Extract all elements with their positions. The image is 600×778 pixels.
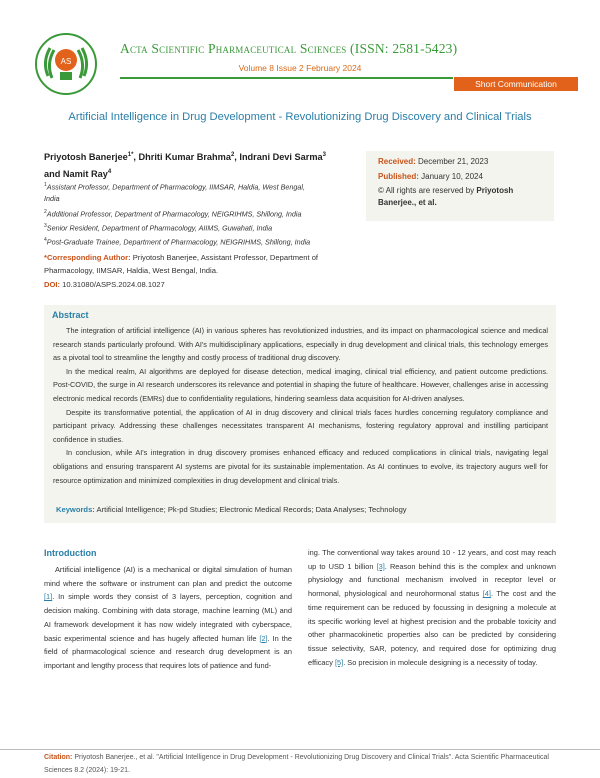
affiliation-text: Post-Graduate Trainee, Department of Pharmacology, NEIGRIHMS, Shillong, India — [46, 237, 311, 247]
body-paragraph — [308, 546, 556, 669]
body-paragraph — [44, 563, 292, 673]
doi-link[interactable]: 10.31080/ASPS.2024.08.1027 — [60, 280, 165, 289]
corresponding-text: Priyotosh Banerjee, Assistant Professor, Department of Pharmacology, IIMSAR, Haldia, West Bengal, India. — [44, 253, 319, 276]
body-text: Artificial intelligence (AI) is a mechanical or digital simulation of human mind where the software or instrument can plan and predict the outcome — [44, 565, 292, 588]
body-text: ing. The conventional way takes around 10 - 12 years, and cost may reach up to USD 1 billion — [308, 548, 556, 571]
corresponding-author — [44, 251, 364, 277]
author-name: , Indrani Devi Sarma — [234, 152, 323, 163]
article-type-badge: Short Communication — [454, 77, 578, 91]
body-text: . Reason behind this is the complex and unknown physiology and functional mechanism involved in receptor level or hormonal, physiological and neurohormonal status — [308, 561, 556, 599]
author-sup: 4 — [107, 169, 112, 176]
citation-label: Citation: — [44, 754, 73, 761]
affiliation — [44, 206, 374, 221]
author-sup: 2 — [230, 152, 235, 158]
affiliation-num: 1 — [44, 182, 47, 188]
doi — [44, 280, 364, 289]
reference-link[interactable]: [4] — [482, 589, 491, 599]
author-name: , Dhriti Kumar Brahma — [133, 152, 231, 163]
affiliation-num: 3 — [44, 223, 47, 229]
citation — [44, 752, 564, 777]
corresponding-label: *Corresponding Author: — [44, 253, 131, 262]
abstract-paragraph: Despite its transformative potential, the application of AI in drug discovery and clinical trials faces hurdles concerning regulatory compliance and participant privacy. Addressing these challenges necessitates transparent AI mechanisms, fostering regulatory approval and instilling participant confidence in studies. — [53, 407, 548, 444]
received-label: Received: — [378, 157, 416, 166]
author-name: and Namit Ray — [44, 169, 108, 180]
keywords-label: Keywords: — [56, 505, 95, 514]
copyright-text: © All rights are reserved by — [378, 186, 477, 195]
affiliation — [44, 192, 374, 205]
body-text: . In the field of pharmacological science and research drug development is an important and lengthy process that requires lots of patience and fund- — [44, 633, 292, 670]
reference-link[interactable]: [3] — [376, 561, 385, 571]
affiliation-text: Assistant Professor, Department of Pharmacology, IIMSAR, Haldia, West Bengal, — [46, 182, 305, 192]
abstract-box — [44, 305, 556, 523]
copyright-notice — [378, 185, 548, 209]
published-label: Published: — [378, 172, 419, 181]
doi-label: DOI: — [44, 280, 61, 289]
abstract-paragraph: The integration of artificial intelligence (AI) in various spheres has revolutionized industries, and its impact on pharmacological science and medical research stands particularly profound. With AI's multidisciplinary applications, especially in drug development and clinical trials, this technology emerges as a pivotal tool to streamline the lengthy and costly process of traditional drug discovery. — [53, 326, 548, 363]
reference-link[interactable]: [2] — [259, 633, 268, 643]
received-date — [378, 156, 548, 168]
abstract-paragraph: In conclusion, while AI's integration in drug discovery promises enhanced efficacy and reduced complications in clinical trials, navigating legal obligations and ensuring transparent AI systems are pivotal for its sustainable implementation. As AI continues to evolve, its trajectory augurs well for resource optimization and minimized complexities in drug development and clinical trials. — [53, 448, 548, 485]
reference-link[interactable]: [1] — [44, 592, 53, 602]
citation-text: Priyotosh Banerjee., et al. "Artificial Intelligence in Drug Development - Revolutionizing Drug Discovery and Clinical Trials". Acta Scientific Pharmaceutical Sciences 8.2 (2024): 19-21. — [44, 754, 549, 774]
keywords — [56, 505, 546, 514]
svg-text:AS: AS — [60, 57, 72, 66]
author-name: Priyotosh Banerjee — [44, 152, 128, 163]
affiliation-num: 2 — [44, 209, 47, 215]
body-text: . In simple words they consist of 3 layers, perception, cognition and decision making. Combining with data storage, machine learning (ML) and AI framework development it has now widely integrated with cyberspace, basic experimental science and has hugely affected human life — [44, 592, 292, 643]
affiliation — [44, 220, 374, 235]
received-value: December 21, 2023 — [415, 157, 489, 166]
issue-info: Volume 8 Issue 2 February 2024 — [238, 63, 362, 73]
affiliation-text: Additional Professor, Department of Pharmacology, NEIGRIHMS, Shillong, India — [46, 209, 302, 219]
published-date — [378, 171, 548, 183]
author-sup: 3 — [322, 152, 326, 158]
introduction-right-column — [308, 546, 556, 669]
author-list — [44, 148, 354, 182]
affiliation-text: Senior Resident, Department of Pharmacology, AIIMS, Guwahati, India — [46, 223, 273, 233]
affiliation-num: 4 — [44, 237, 47, 243]
affiliation — [44, 234, 374, 249]
abstract-heading: Abstract — [52, 310, 89, 320]
body-text: . The cost and the time requirement can be reduced by focussing in designing a molecule at its specific working level at highest precision and the probable toxicity and other pharmacokinetic properties also can be predicted by considering tissue selectivity, SAR, potency, and required dose for optimizing drug efficacy — [308, 589, 556, 667]
publication-dates-box — [366, 151, 554, 221]
journal-title: Acta Scientific Pharmaceutical Sciences (ISSN: 2581-5423) — [120, 41, 458, 56]
introduction-heading: Introduction — [44, 548, 97, 558]
keywords-list: Artificial Intelligence; Pk-pd Studies; Electronic Medical Records; Data Analyses; Technology — [94, 505, 407, 514]
author-sup: 1* — [127, 152, 134, 158]
footer-divider — [0, 749, 600, 750]
reference-link[interactable]: [5] — [334, 657, 344, 667]
abstract-body — [53, 324, 548, 487]
abstract-paragraph: In the medical realm, AI algorithms are deployed for disease detection, medical imaging, clinical trial efficiency, and patient outcome predictions. Post-COVID, the surge in AI research underscores its relevance and potential in shaping the future of healthcare. However, challenges arise in accessing electronic medical records (EMRs) due to confidentiality regulations, hindering seamless data acquisition for AI-driven analyses. — [53, 366, 548, 403]
body-text: . So precision in molecule designing is a necessity of today. — [343, 657, 538, 667]
introduction-left-column — [44, 563, 292, 673]
affiliation-text: India — [44, 194, 60, 203]
header-divider — [120, 77, 453, 79]
copyright-holder: Priyotosh Banerjee., et al. — [378, 186, 514, 207]
article-title: Artificial Intelligence in Drug Development - Revolutionizing Drug Discovery and Clinical Trials — [68, 111, 532, 123]
published-value: January 10, 2024 — [418, 172, 483, 181]
